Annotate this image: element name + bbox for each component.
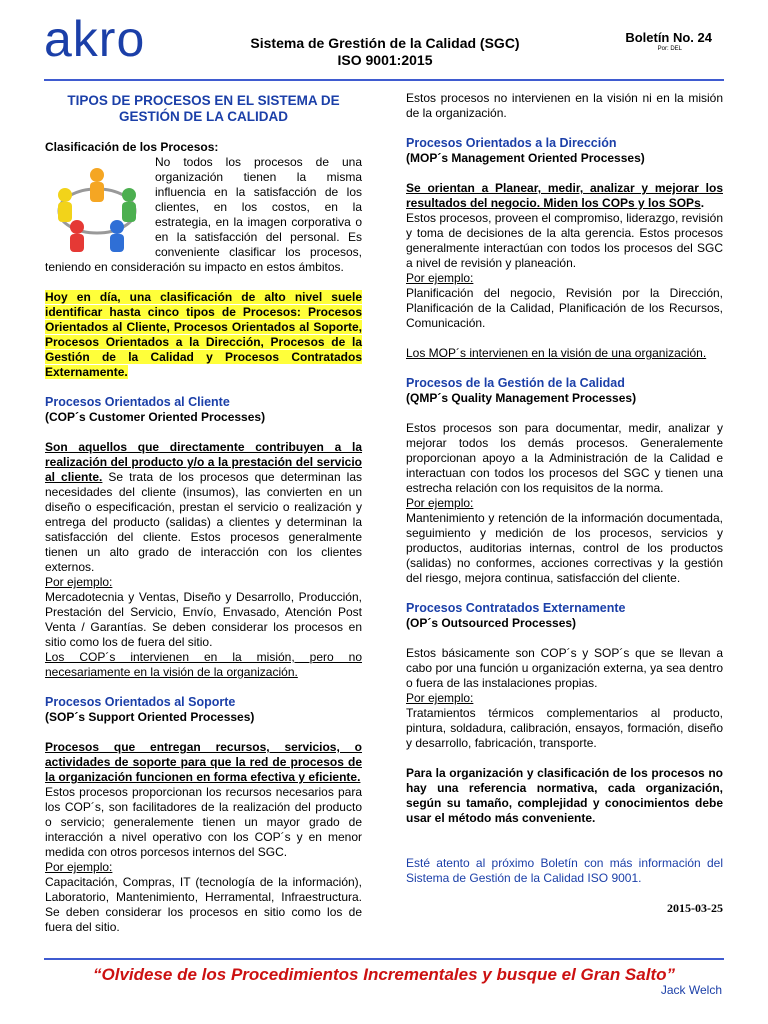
cop-heading: Procesos Orientados al Cliente <box>45 395 230 409</box>
cop-subheading: (COP´s Customer Oriented Processes) <box>45 410 266 424</box>
sop-definition: Procesos que entregan recursos, servicios, o actividades de soporte para que la red de procesos de la organización funcionen en forma efectiva y eficiente. <box>45 740 362 784</box>
qmp-subheading: (QMP´s Quality Management Processes) <box>406 391 637 405</box>
qmp-body: Estos procesos son para documentar, medir, analizar y mejorar todos los demás procesos. Generalemente proporcionan apoyo a la Administración de la Calidad e interactuan con todos los procesos del SGC y tienen una estrecha relación con los requisitos de la norma. <box>406 421 723 495</box>
next-bulletin-notice: Esté atento al próximo Boletín con más información del Sistema de Gestión de la Calidad ISO 9001. <box>406 856 723 885</box>
article-title: TIPOS DE PROCESOS EN EL SISTEMA DE GESTIÓN DE LA CALIDAD <box>67 93 340 124</box>
mop-note: Los MOP´s intervienen en la visión de una organización. <box>406 346 707 360</box>
op-body: Estos básicamente son COP´s y SOP´s que se llevan a cabo por una función u organización externa, ya sea dentro o fuera de las instalaciones propias. <box>406 646 723 690</box>
mop-definition-end: . <box>700 196 705 210</box>
figure-green <box>122 188 136 222</box>
sop-body: Estos procesos proporcionan los recursos necesarios para los COP´s, son facilitadores de la realización del producto o servicio; generalemente tienen un mayor grado de interacción a nivel operativo con los COP´s y en menor medida con otros porcesos internos del SGC. <box>45 785 362 859</box>
five-types-highlight: Hoy en día, una clasificación de alto nivel suele identificar hasta cinco tipos de Procesos: Procesos Orientados al Cliente, Procesos Orientados al Soporte, Procesos Orientados a la Dirección, Procesos de la Gestión de la Calidad y Procesos Contratados Externamente. <box>45 290 362 379</box>
system-title-line2: ISO 9001:2015 <box>337 52 433 68</box>
classification-body: No todos los procesos de una organización tienen la misma influencia en la satisfacción de los clientes, en los costos, en la estrategia, en la imagen corporativa o en la satisfacción del personal. Es conveniente clasificar los procesos, teniendo en consideración su impacto en estos ámbitos. <box>45 155 362 274</box>
cop-note: Los COP´s intervienen en la misión, pero no necesariamente en la visión de la organización. <box>45 650 362 679</box>
figure-red <box>70 220 84 252</box>
footer-rule <box>44 958 724 960</box>
people-circle-illustration <box>45 155 149 255</box>
figure-blue <box>110 220 124 252</box>
publication-date: 2015-03-25 <box>667 901 723 915</box>
cop-definition: Son aquellos que directamente contribuyen a la realización del producto y/o a la prestación del servicio al cliente. <box>45 440 362 484</box>
qmp-examples: Mantenimiento y retención de la información documentada, seguimiento y medición de los procesos, servicios y productos, auditorias internas, control de los productos (salidas) no conformes, acciones correctivas y la gestión del riesgo, mejora continua, satisfacción del cliente. <box>406 511 723 585</box>
op-heading: Procesos Contratados Externamente <box>406 601 626 615</box>
header-rule <box>44 79 724 81</box>
mop-subheading: (MOP´s Management Oriented Processes) <box>406 151 645 165</box>
sop-continuation: Estos procesos no intervienen en la visión ni en la misión de la organización. <box>406 91 723 120</box>
figure-orange <box>90 168 104 202</box>
system-title <box>190 35 580 69</box>
figure-yellow <box>58 188 72 222</box>
mop-examples: Planificación del negocio, Revisión por la Dirección, Planificación de la Calidad, Planificación de los Recursos, Comunicación. <box>406 286 723 330</box>
system-title-line1: Sistema de Grestión de la Calidad (SGC) <box>250 35 520 51</box>
cop-body: Se trata de los procesos que determinan las necesidades del cliente (insumos), las convierten en un diseño o especificación, prestan el servicio o realización y entrega del producto (salidas) a clientes y determinan la satisfacción del cliente. Estos procesos generalmente tienen un alto grado de interacción con los clientes externos. <box>45 470 362 574</box>
sop-subheading: (SOP´s Support Oriented Processes) <box>45 710 255 724</box>
sop-heading: Procesos Orientados al Soporte <box>45 695 236 709</box>
mop-heading: Procesos Orientados a la Dirección <box>406 136 617 150</box>
op-subheading: (OP´s Outsourced Processes) <box>406 616 577 630</box>
left-column <box>45 93 362 935</box>
quote-author: Jack Welch <box>660 983 722 997</box>
cop-examples: Mercadotecnia y Ventas, Diseño y Desarrollo, Producción, Prestación del Servicio, Envío, Envasado, Atención Post Venta / Garantías. Se deben considerar los procesos en sitio como los de fuera del sitio. <box>45 590 362 649</box>
op-example-label: Por ejemplo: <box>406 691 474 705</box>
mop-body: Estos procesos, proveen el compromiso, liderazgo, revisión y toma de decisiones de la alta gerencia. Estos procesos generalmente interactúan con todos los procesos del SGC a nivel de revisión y planeación. <box>406 211 723 270</box>
akro-logo: akro <box>44 11 146 67</box>
qmp-heading: Procesos de la Gestión de la Calidad <box>406 376 625 390</box>
qmp-example-label: Por ejemplo: <box>406 496 474 510</box>
footer-quote: “Olvidese de los Procedimientos Incrementales y busque el Gran Salto” <box>93 965 675 984</box>
conclusion: Para la organización y clasificación de los procesos no hay una referencia normativa, cada organización, según su tamaño, complejidad y conocimientos debe usar el método más conveniente. <box>406 766 723 825</box>
right-column <box>406 91 723 916</box>
sop-examples: Capacitación, Compras, IT (tecnología de la información), Laboratorio, Mantenimiento, Herramental, Infraestructura. Se deben considerar los procesos en sitio como los de fuera del sitio. <box>45 875 362 934</box>
op-examples: Tratamientos térmicos complementarios al producto, pintura, soldadura, calibración, ensayos, formación, diseño y desarrollo, fabricación, transporte. <box>406 706 723 750</box>
mop-example-label: Por ejemplo: <box>406 271 474 285</box>
sop-example-label: Por ejemplo: <box>45 860 113 874</box>
mop-definition: Se orientan a Planear, medir, analizar y mejorar los resultados del negocio. Miden los COPs y los SOPs <box>406 181 723 210</box>
byline: Por: DEL <box>657 46 682 52</box>
bulletin-number: Boletín No. 24 <box>625 30 712 45</box>
classification-heading: Clasificación de los Procesos: <box>45 140 219 154</box>
cop-example-label: Por ejemplo: <box>45 575 113 589</box>
